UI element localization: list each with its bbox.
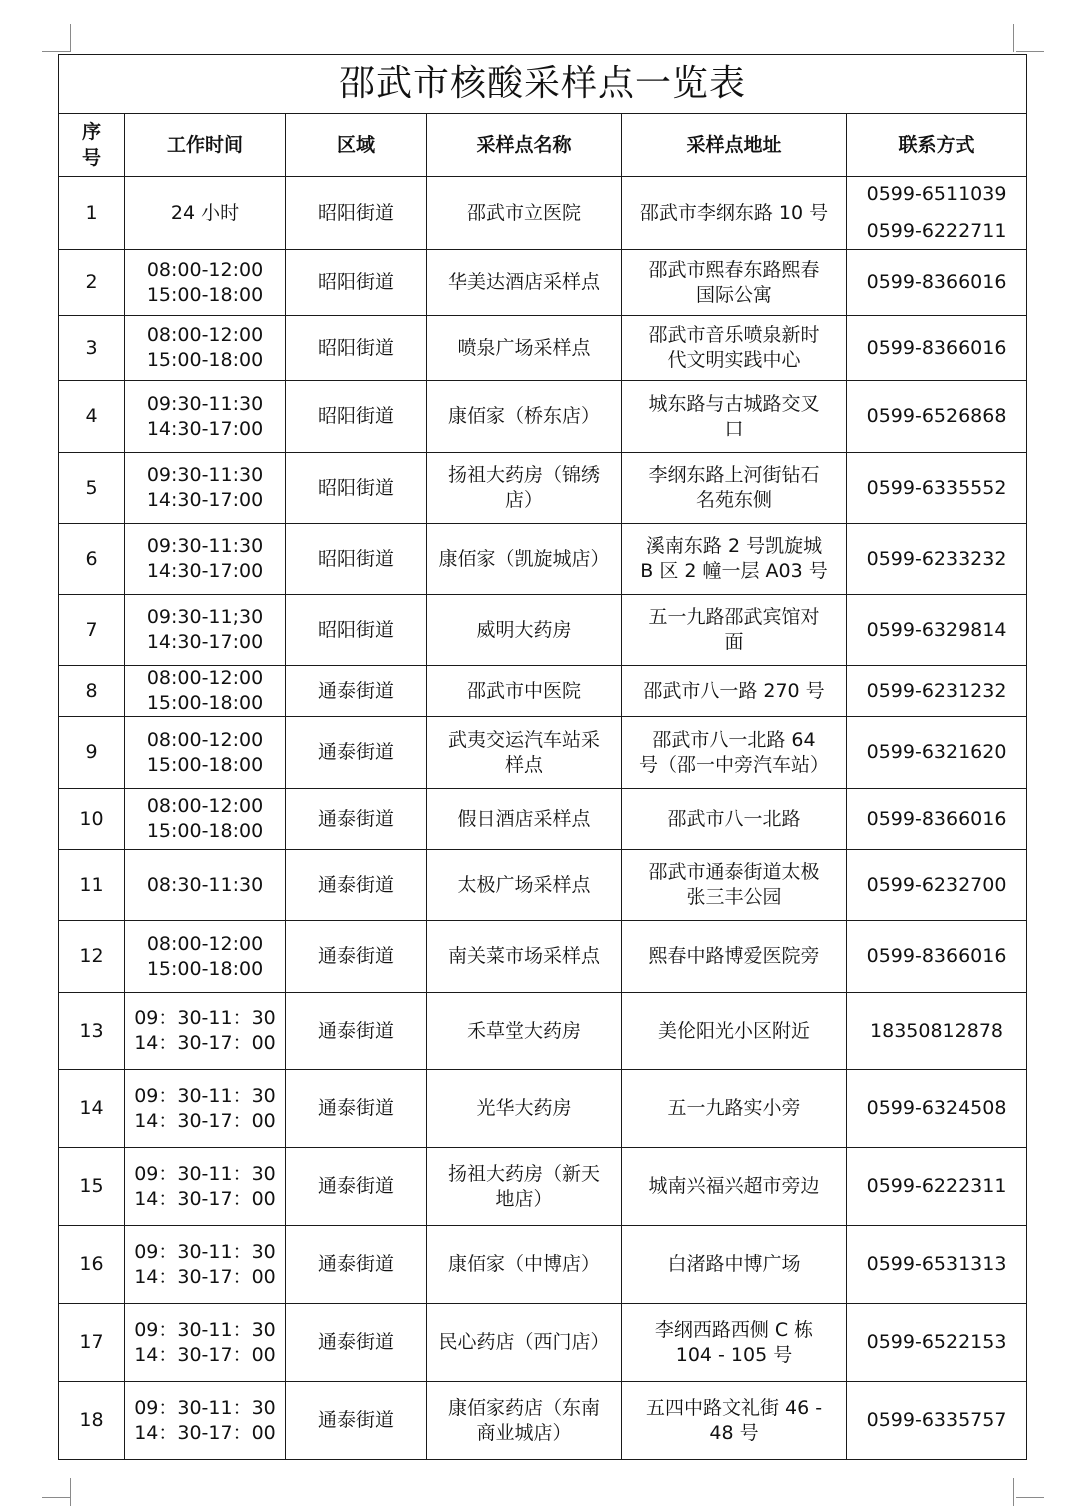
table-row bbox=[59, 1304, 1027, 1382]
row-site-name: 康佰家药店（东南 商业城店） bbox=[427, 1382, 622, 1460]
row-site-name: 威明大药房 bbox=[427, 595, 622, 666]
row-site-name: 民心药店（西门店） bbox=[427, 1304, 622, 1382]
row-seq: 16 bbox=[59, 1226, 125, 1304]
row-address: 邵武市李纲东路 10 号 bbox=[622, 177, 847, 250]
row-site-name: 光华大药房 bbox=[427, 1070, 622, 1148]
crop-mark-bottom-right-h bbox=[1016, 1497, 1044, 1498]
row-time: 09：30-11：30 14：30-17：00 bbox=[125, 993, 286, 1070]
row-address: 邵武市八一北路 bbox=[622, 789, 847, 850]
crop-mark-bottom-right-v bbox=[1013, 1478, 1014, 1506]
row-seq: 15 bbox=[59, 1148, 125, 1226]
table-row bbox=[59, 993, 1027, 1070]
row-site-name: 假日酒店采样点 bbox=[427, 789, 622, 850]
row-seq: 6 bbox=[59, 524, 125, 595]
row-time: 09：30-11：30 14：30-17：00 bbox=[125, 1148, 286, 1226]
row-site-name: 扬祖大药房（锦绣 店） bbox=[427, 453, 622, 524]
table-row bbox=[59, 1148, 1027, 1226]
row-phone: 0599-6231232 bbox=[866, 679, 1007, 702]
row-seq: 1 bbox=[59, 177, 125, 250]
row-seq: 18 bbox=[59, 1382, 125, 1460]
row-contact bbox=[847, 993, 1027, 1070]
row-contact bbox=[847, 789, 1027, 850]
table-row bbox=[59, 717, 1027, 789]
row-address: 李纲东路上河街钻石 名苑东侧 bbox=[622, 453, 847, 524]
row-time: 24 小时 bbox=[125, 177, 286, 250]
row-area: 昭阳街道 bbox=[286, 250, 427, 316]
row-contact bbox=[847, 717, 1027, 789]
row-time: 08:00-12:00 15:00-18:00 bbox=[125, 316, 286, 381]
row-contact bbox=[847, 316, 1027, 381]
row-seq: 13 bbox=[59, 993, 125, 1070]
row-phone: 0599-6222311 bbox=[866, 1175, 1007, 1197]
table-row bbox=[59, 524, 1027, 595]
row-address: 溪南东路 2 号凯旋城 B 区 2 幢一层 A03 号 bbox=[622, 524, 847, 595]
table-row bbox=[59, 250, 1027, 316]
row-seq: 5 bbox=[59, 453, 125, 524]
row-area: 通泰街道 bbox=[286, 1070, 427, 1148]
row-phone: 0599-6511039 bbox=[866, 183, 1007, 205]
row-address: 邵武市八一路 270 号 bbox=[622, 666, 847, 717]
table-row bbox=[59, 177, 1027, 250]
row-time: 09：30-11：30 14：30-17：00 bbox=[125, 1304, 286, 1382]
row-area: 通泰街道 bbox=[286, 993, 427, 1070]
row-seq: 4 bbox=[59, 381, 125, 453]
row-phone: 0599-8366016 bbox=[866, 336, 1007, 359]
row-area: 通泰街道 bbox=[286, 1382, 427, 1460]
crop-mark-bottom-left-v bbox=[70, 1478, 71, 1506]
row-seq: 8 bbox=[59, 666, 125, 717]
row-phone: 0599-8366016 bbox=[866, 271, 1007, 293]
header-contact: 联系方式 bbox=[847, 114, 1027, 177]
row-contact bbox=[847, 1226, 1027, 1304]
row-site-name: 华美达酒店采样点 bbox=[427, 250, 622, 316]
row-address: 五一九路邵武宾馆对 面 bbox=[622, 595, 847, 666]
row-site-name: 武夷交运汽车站采 样点 bbox=[427, 717, 622, 789]
row-seq: 7 bbox=[59, 595, 125, 666]
table-row bbox=[59, 381, 1027, 453]
row-contact bbox=[847, 250, 1027, 316]
row-area: 通泰街道 bbox=[286, 850, 427, 921]
row-time: 08:00-12:00 15:00-18:00 bbox=[125, 921, 286, 993]
header-seq: 序 号 bbox=[59, 114, 125, 177]
table-body bbox=[59, 177, 1027, 1460]
row-area: 昭阳街道 bbox=[286, 595, 427, 666]
row-contact bbox=[847, 524, 1027, 595]
row-seq: 12 bbox=[59, 921, 125, 993]
row-time: 09：30-11：30 14：30-17：00 bbox=[125, 1226, 286, 1304]
row-contact bbox=[847, 921, 1027, 993]
row-time: 08:00-12:00 15:00-18:00 bbox=[125, 789, 286, 850]
row-area: 通泰街道 bbox=[286, 666, 427, 717]
table-row bbox=[59, 789, 1027, 850]
row-site-name: 邵武市中医院 bbox=[427, 666, 622, 717]
crop-mark-bottom-left-h bbox=[42, 1497, 70, 1498]
row-site-name: 南关菜市场采样点 bbox=[427, 921, 622, 993]
row-contact bbox=[847, 1070, 1027, 1148]
row-time: 09:30-11:30 14:30-17:00 bbox=[125, 524, 286, 595]
row-time: 08:30-11:30 bbox=[125, 850, 286, 921]
row-contact bbox=[847, 453, 1027, 524]
row-area: 通泰街道 bbox=[286, 921, 427, 993]
row-address: 邵武市熙春东路熙春 国际公寓 bbox=[622, 250, 847, 316]
row-seq: 17 bbox=[59, 1304, 125, 1382]
crop-mark-top-left-h bbox=[42, 51, 70, 52]
row-contact bbox=[847, 850, 1027, 921]
row-address: 美伦阳光小区附近 bbox=[622, 993, 847, 1070]
row-address: 邵武市八一北路 64 号（邵一中旁汽车站） bbox=[622, 717, 847, 789]
row-phone: 0599-6233232 bbox=[866, 547, 1007, 570]
row-address: 邵武市通泰街道太极 张三丰公园 bbox=[622, 850, 847, 921]
crop-mark-top-left-v bbox=[70, 24, 71, 52]
row-area: 昭阳街道 bbox=[286, 177, 427, 250]
row-area: 通泰街道 bbox=[286, 1226, 427, 1304]
header-address: 采样点地址 bbox=[622, 114, 847, 177]
row-address: 李纲西路西侧 C 栋 104 - 105 号 bbox=[622, 1304, 847, 1382]
row-phone: 0599-6324508 bbox=[866, 1097, 1007, 1119]
row-phone: 0599-6335757 bbox=[866, 1409, 1007, 1431]
row-area: 通泰街道 bbox=[286, 789, 427, 850]
row-site-name: 禾草堂大药房 bbox=[427, 993, 622, 1070]
row-site-name: 康佰家（桥东店） bbox=[427, 381, 622, 453]
header-time: 工作时间 bbox=[125, 114, 286, 177]
crop-mark-top-right-h bbox=[1016, 51, 1044, 52]
row-address: 城南兴福兴超市旁边 bbox=[622, 1148, 847, 1226]
row-seq: 2 bbox=[59, 250, 125, 316]
header-name: 采样点名称 bbox=[427, 114, 622, 177]
row-seq: 10 bbox=[59, 789, 125, 850]
row-time: 08:00-12:00 15:00-18:00 bbox=[125, 250, 286, 316]
row-contact bbox=[847, 1304, 1027, 1382]
row-seq: 11 bbox=[59, 850, 125, 921]
row-address: 城东路与古城路交叉 口 bbox=[622, 381, 847, 453]
row-contact bbox=[847, 1382, 1027, 1460]
table-row bbox=[59, 1070, 1027, 1148]
row-phone: 0599-6335552 bbox=[866, 476, 1007, 499]
row-address: 五一九路实小旁 bbox=[622, 1070, 847, 1148]
row-contact bbox=[847, 595, 1027, 666]
table-row bbox=[59, 1226, 1027, 1304]
row-area: 通泰街道 bbox=[286, 1304, 427, 1382]
row-time: 09：30-11：30 14：30-17：00 bbox=[125, 1070, 286, 1148]
row-address: 白渚路中博广场 bbox=[622, 1226, 847, 1304]
table-row bbox=[59, 1382, 1027, 1460]
row-address: 五四中路文礼街 46 - 48 号 bbox=[622, 1382, 847, 1460]
row-time: 09：30-11：30 14：30-17：00 bbox=[125, 1382, 286, 1460]
table-row bbox=[59, 850, 1027, 921]
row-site-name: 邵武市立医院 bbox=[427, 177, 622, 250]
row-time: 08:00-12:00 15:00-18:00 bbox=[125, 717, 286, 789]
row-phone: 0599-8366016 bbox=[866, 807, 1007, 830]
row-area: 通泰街道 bbox=[286, 717, 427, 789]
row-time: 09:30-11:30 14:30-17:00 bbox=[125, 453, 286, 524]
row-phone: 0599-6232700 bbox=[866, 873, 1007, 896]
row-seq: 3 bbox=[59, 316, 125, 381]
table-row bbox=[59, 595, 1027, 666]
row-address: 熙春中路博爱医院旁 bbox=[622, 921, 847, 993]
row-site-name: 喷泉广场采样点 bbox=[427, 316, 622, 381]
row-area: 昭阳街道 bbox=[286, 381, 427, 453]
table-row bbox=[59, 921, 1027, 993]
row-phone: 0599-6329814 bbox=[866, 618, 1007, 641]
row-contact bbox=[847, 666, 1027, 717]
header-row bbox=[59, 114, 1027, 177]
row-area: 昭阳街道 bbox=[286, 524, 427, 595]
row-contact bbox=[847, 1148, 1027, 1226]
row-site-name: 康佰家（凯旋城店） bbox=[427, 524, 622, 595]
crop-mark-top-right-v bbox=[1013, 24, 1014, 52]
row-area: 昭阳街道 bbox=[286, 453, 427, 524]
row-phone: 0599-8366016 bbox=[866, 945, 1007, 967]
sampling-sites-table bbox=[58, 54, 1027, 1460]
row-phone: 0599-6526868 bbox=[866, 405, 1007, 427]
row-phone: 18350812878 bbox=[870, 1019, 1004, 1042]
row-contact bbox=[847, 177, 1027, 250]
table-title: 邵武市核酸采样点一览表 bbox=[59, 55, 1027, 114]
row-seq: 9 bbox=[59, 717, 125, 789]
row-area: 昭阳街道 bbox=[286, 316, 427, 381]
table-row bbox=[59, 666, 1027, 717]
row-phone: 0599-6222711 bbox=[866, 220, 1007, 242]
row-time: 08:00-12:00 15:00-18:00 bbox=[125, 666, 286, 717]
row-site-name: 扬祖大药房（新天 地店） bbox=[427, 1148, 622, 1226]
row-site-name: 康佰家（中博店） bbox=[427, 1226, 622, 1304]
row-area: 通泰街道 bbox=[286, 1148, 427, 1226]
row-time: 09:30-11;30 14:30-17:00 bbox=[125, 595, 286, 666]
table-row bbox=[59, 316, 1027, 381]
header-area: 区域 bbox=[286, 114, 427, 177]
row-address: 邵武市音乐喷泉新时 代文明实践中心 bbox=[622, 316, 847, 381]
row-phone: 0599-6522153 bbox=[866, 1331, 1007, 1353]
row-seq: 14 bbox=[59, 1070, 125, 1148]
row-phone: 0599-6321620 bbox=[866, 741, 1007, 763]
row-phone: 0599-6531313 bbox=[866, 1253, 1007, 1275]
row-contact bbox=[847, 381, 1027, 453]
row-time: 09:30-11:30 14:30-17:00 bbox=[125, 381, 286, 453]
row-site-name: 太极广场采样点 bbox=[427, 850, 622, 921]
table-row bbox=[59, 453, 1027, 524]
